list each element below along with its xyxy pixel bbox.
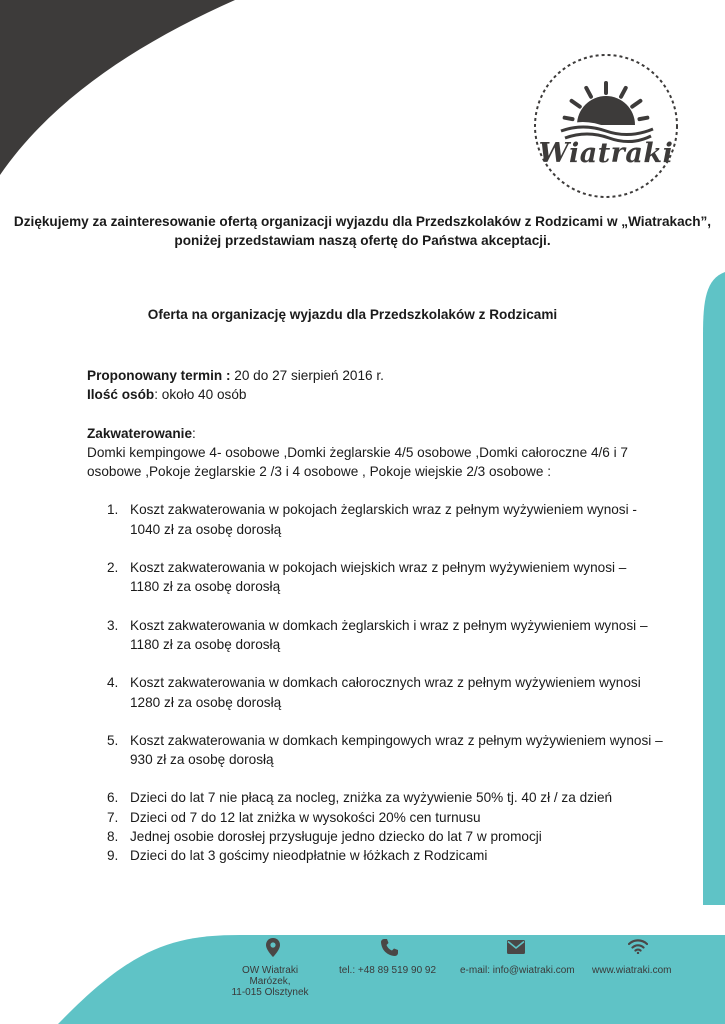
location-pin-icon <box>266 938 280 957</box>
intro-line-2: poniżej przedstawiam naszą ofertę do Państwa akceptacji. <box>174 233 551 248</box>
side-decoration-teal <box>703 272 725 905</box>
list-item: 4. Koszt zakwaterowania w domkach całorocznych wraz z pełnym wyżywieniem wynosi 1280 zł za osobę dorosłą <box>107 675 641 710</box>
accommodation-label: Zakwaterowanie <box>87 425 193 441</box>
list-item: 7. Dzieci od 7 do 12 lat zniżka w wysokości 20% cen turnusu <box>107 809 481 825</box>
footer-address: OW Wiatraki Marózek, 11-015 Olsztynek <box>231 965 309 998</box>
footer-phone: tel.: +48 89 519 90 92 <box>339 965 437 976</box>
list-item: 1. Koszt zakwaterowania w pokojach żeglarskich wraz z pełnym wyżywieniem wynosi - 1040 zł za osobę dorosłą <box>107 502 637 537</box>
mail-icon <box>507 940 525 954</box>
offer-list <box>87 500 702 865</box>
corner-decoration-dark <box>0 0 235 175</box>
accommodation-colon: : <box>192 425 196 441</box>
wiatraki-logo <box>533 53 679 199</box>
footer-email[interactable]: e-mail: info@wiatraki.com <box>460 965 575 976</box>
list-item: 9. Dzieci do lat 3 gościmy nieodpłatnie w łóżkach z Rodzicami <box>107 848 488 864</box>
list-item: 5. Koszt zakwaterowania w domkach kempingowych wraz z pełnym wyżywieniem wynosi – 930 zł za osobę dorosłą <box>107 732 663 768</box>
term-row <box>87 366 702 385</box>
accommodation-row <box>87 424 702 443</box>
intro-line-1: Dziękujemy za zainteresowanie ofertą organizacji wyjazdu dla Przedszkolaków z Rodzicami w „Wiatrakach”, <box>13 214 712 229</box>
footer-website[interactable]: www.wiatraki.com <box>592 965 672 976</box>
people-row <box>87 385 702 404</box>
offer-details <box>87 366 702 866</box>
list-item: 3. Koszt zakwaterowania w domkach żeglarskich i wraz z pełnym wyżywieniem wynosi – 1180 zł za osobę dorosłą <box>107 617 648 652</box>
people-label: Ilość osób <box>87 387 155 403</box>
phone-icon <box>381 939 399 956</box>
accommodation-text-1: Domki kempingowe 4- osobowe ,Domki żeglarskie 4/5 osobowe ,Domki całoroczne 4/6 i 7 <box>87 444 628 460</box>
people-value: : około 40 osób <box>154 387 247 403</box>
logo-text: Wiatraki <box>538 138 674 169</box>
offer-title: Oferta na organizację wyjazdu dla Przedszkolaków z Rodzicami <box>147 307 558 322</box>
accommodation-text-2: osobowe ,Pokoje żeglarskie 2 /3 i 4 osobowe , Pokoje wiejskie 2/3 osobowe : <box>87 464 551 480</box>
term-label: Proponowany termin : <box>87 368 231 383</box>
list-item: 6. Dzieci do lat 7 nie płacą za nocleg, zniżka za wyżywienie 50% tj. 40 zł / za dzień <box>107 790 613 806</box>
intro-text <box>0 212 725 250</box>
term-value: 20 do 27 sierpień 2016 r. <box>230 368 384 383</box>
list-item: 8. Jednej osobie dorosłej przysługuje jedno dziecko do lat 7 w promocji <box>107 829 542 845</box>
wifi-icon <box>628 939 648 954</box>
list-item: 2. Koszt zakwaterowania w pokojach wiejskich wraz z pełnym wyżywieniem wynosi – 1180 zł za osobę dorosłą <box>107 560 627 595</box>
